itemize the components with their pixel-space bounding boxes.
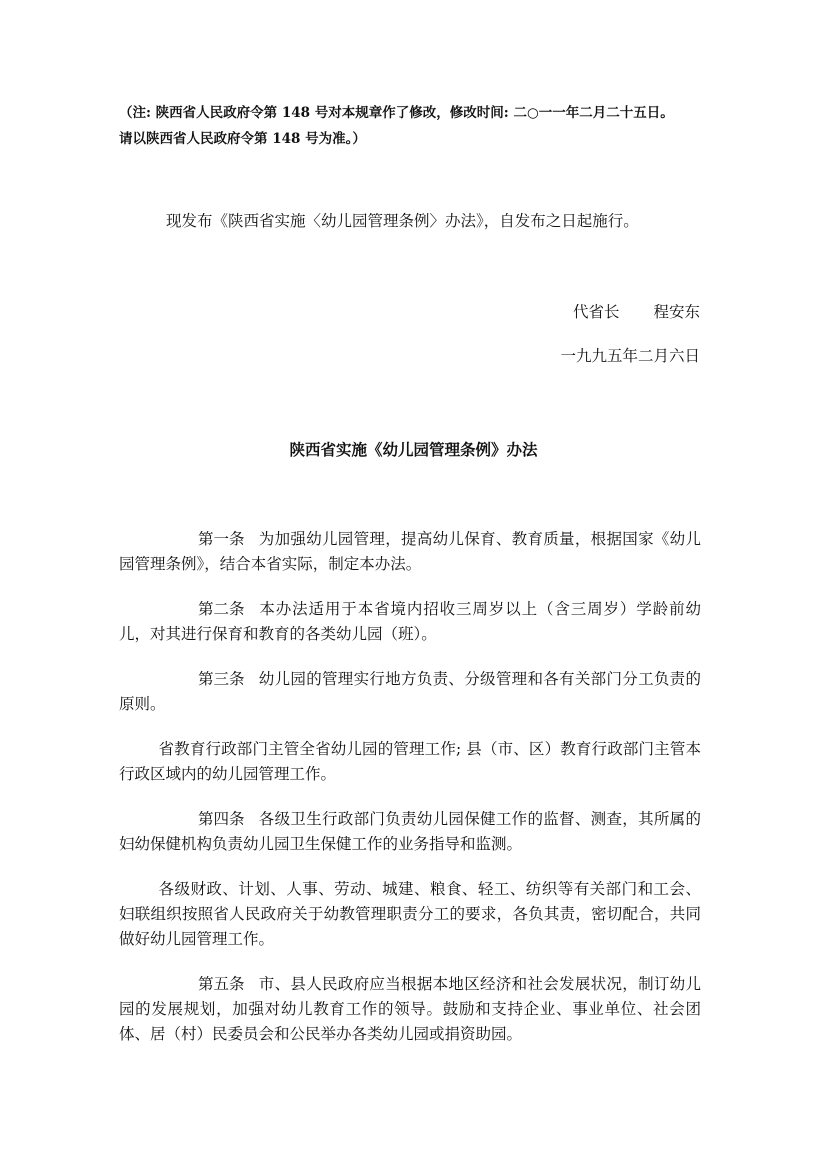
article-text: 市、县人民政府应当根据本地区经济和社会发展状况，制订幼儿园的发展规划，加强对幼儿教育工作的领导。鼓励和支持企业、事业单位、社会团体、居（村）民委员会和公民举办各类幼儿园或捐资助园。 bbox=[119, 975, 701, 1043]
article-text: 省教育行政部门主管全省幼儿园的管理工作; 县（市、区）教育行政部门主管本行政区域内的幼儿园管理工作。 bbox=[119, 740, 701, 783]
issue-date: 一九九五年二月六日 bbox=[560, 347, 700, 365]
article-text: 各级卫生行政部门负责幼儿园保健工作的监督、测查，其所属的妇幼保健机构负责幼儿园卫生保健工作的业务指导和监测。 bbox=[119, 810, 701, 853]
revision-note bbox=[119, 100, 719, 152]
article-text: 幼儿园的管理实行地方负责、分级管理和各有关部门分工负责的原则。 bbox=[119, 670, 701, 713]
article-number: 第四条 bbox=[198, 810, 245, 828]
article-paragraph bbox=[119, 667, 701, 717]
article-number: 第一条 bbox=[198, 530, 245, 548]
article-paragraph bbox=[119, 527, 701, 577]
promulgation-statement: 现发布《陕西省实施〈幼儿园管理条例〉办法》，自发布之日起施行。 bbox=[166, 212, 639, 230]
article-paragraph bbox=[119, 597, 701, 647]
article-text: 本办法适用于本省境内招收三周岁以上（含三周岁）学龄前幼儿，对其进行保育和教育的各类幼儿园（班）。 bbox=[119, 600, 701, 643]
document-body bbox=[119, 527, 701, 1067]
signature-line bbox=[573, 299, 700, 325]
document-title: 陕西省实施《幼儿园管理条例》办法 bbox=[289, 440, 538, 459]
article-number: 第三条 bbox=[198, 670, 245, 688]
signer-title: 代省长 bbox=[572, 303, 620, 321]
article-number: 第二条 bbox=[198, 600, 245, 618]
article-paragraph bbox=[119, 972, 701, 1047]
revision-note-line-1: （注: 陕西省人民政府令第 148 号对本规章作了修改，修改时间: 二○一一年二月二十五日。 bbox=[119, 105, 674, 121]
article-text: 为加强幼儿园管理，提高幼儿保育、教育质量，根据国家《幼儿园管理条例》，结合本省实际，制定本办法。 bbox=[119, 530, 701, 573]
article-paragraph bbox=[119, 737, 701, 787]
signer-name: 程安东 bbox=[653, 303, 700, 321]
article-paragraph bbox=[119, 807, 701, 857]
article-text: 各级财政、计划、人事、劳动、城建、粮食、轻工、纺织等有关部门和工会、妇联组织按照省人民政府关于幼教管理职责分工的要求，各负其责，密切配合，共同做好幼儿园管理工作。 bbox=[119, 880, 701, 948]
article-paragraph bbox=[119, 877, 701, 952]
article-number: 第五条 bbox=[198, 975, 245, 993]
revision-note-line-2: 请以陕西省人民政府令第 148 号为准。） bbox=[119, 131, 366, 147]
